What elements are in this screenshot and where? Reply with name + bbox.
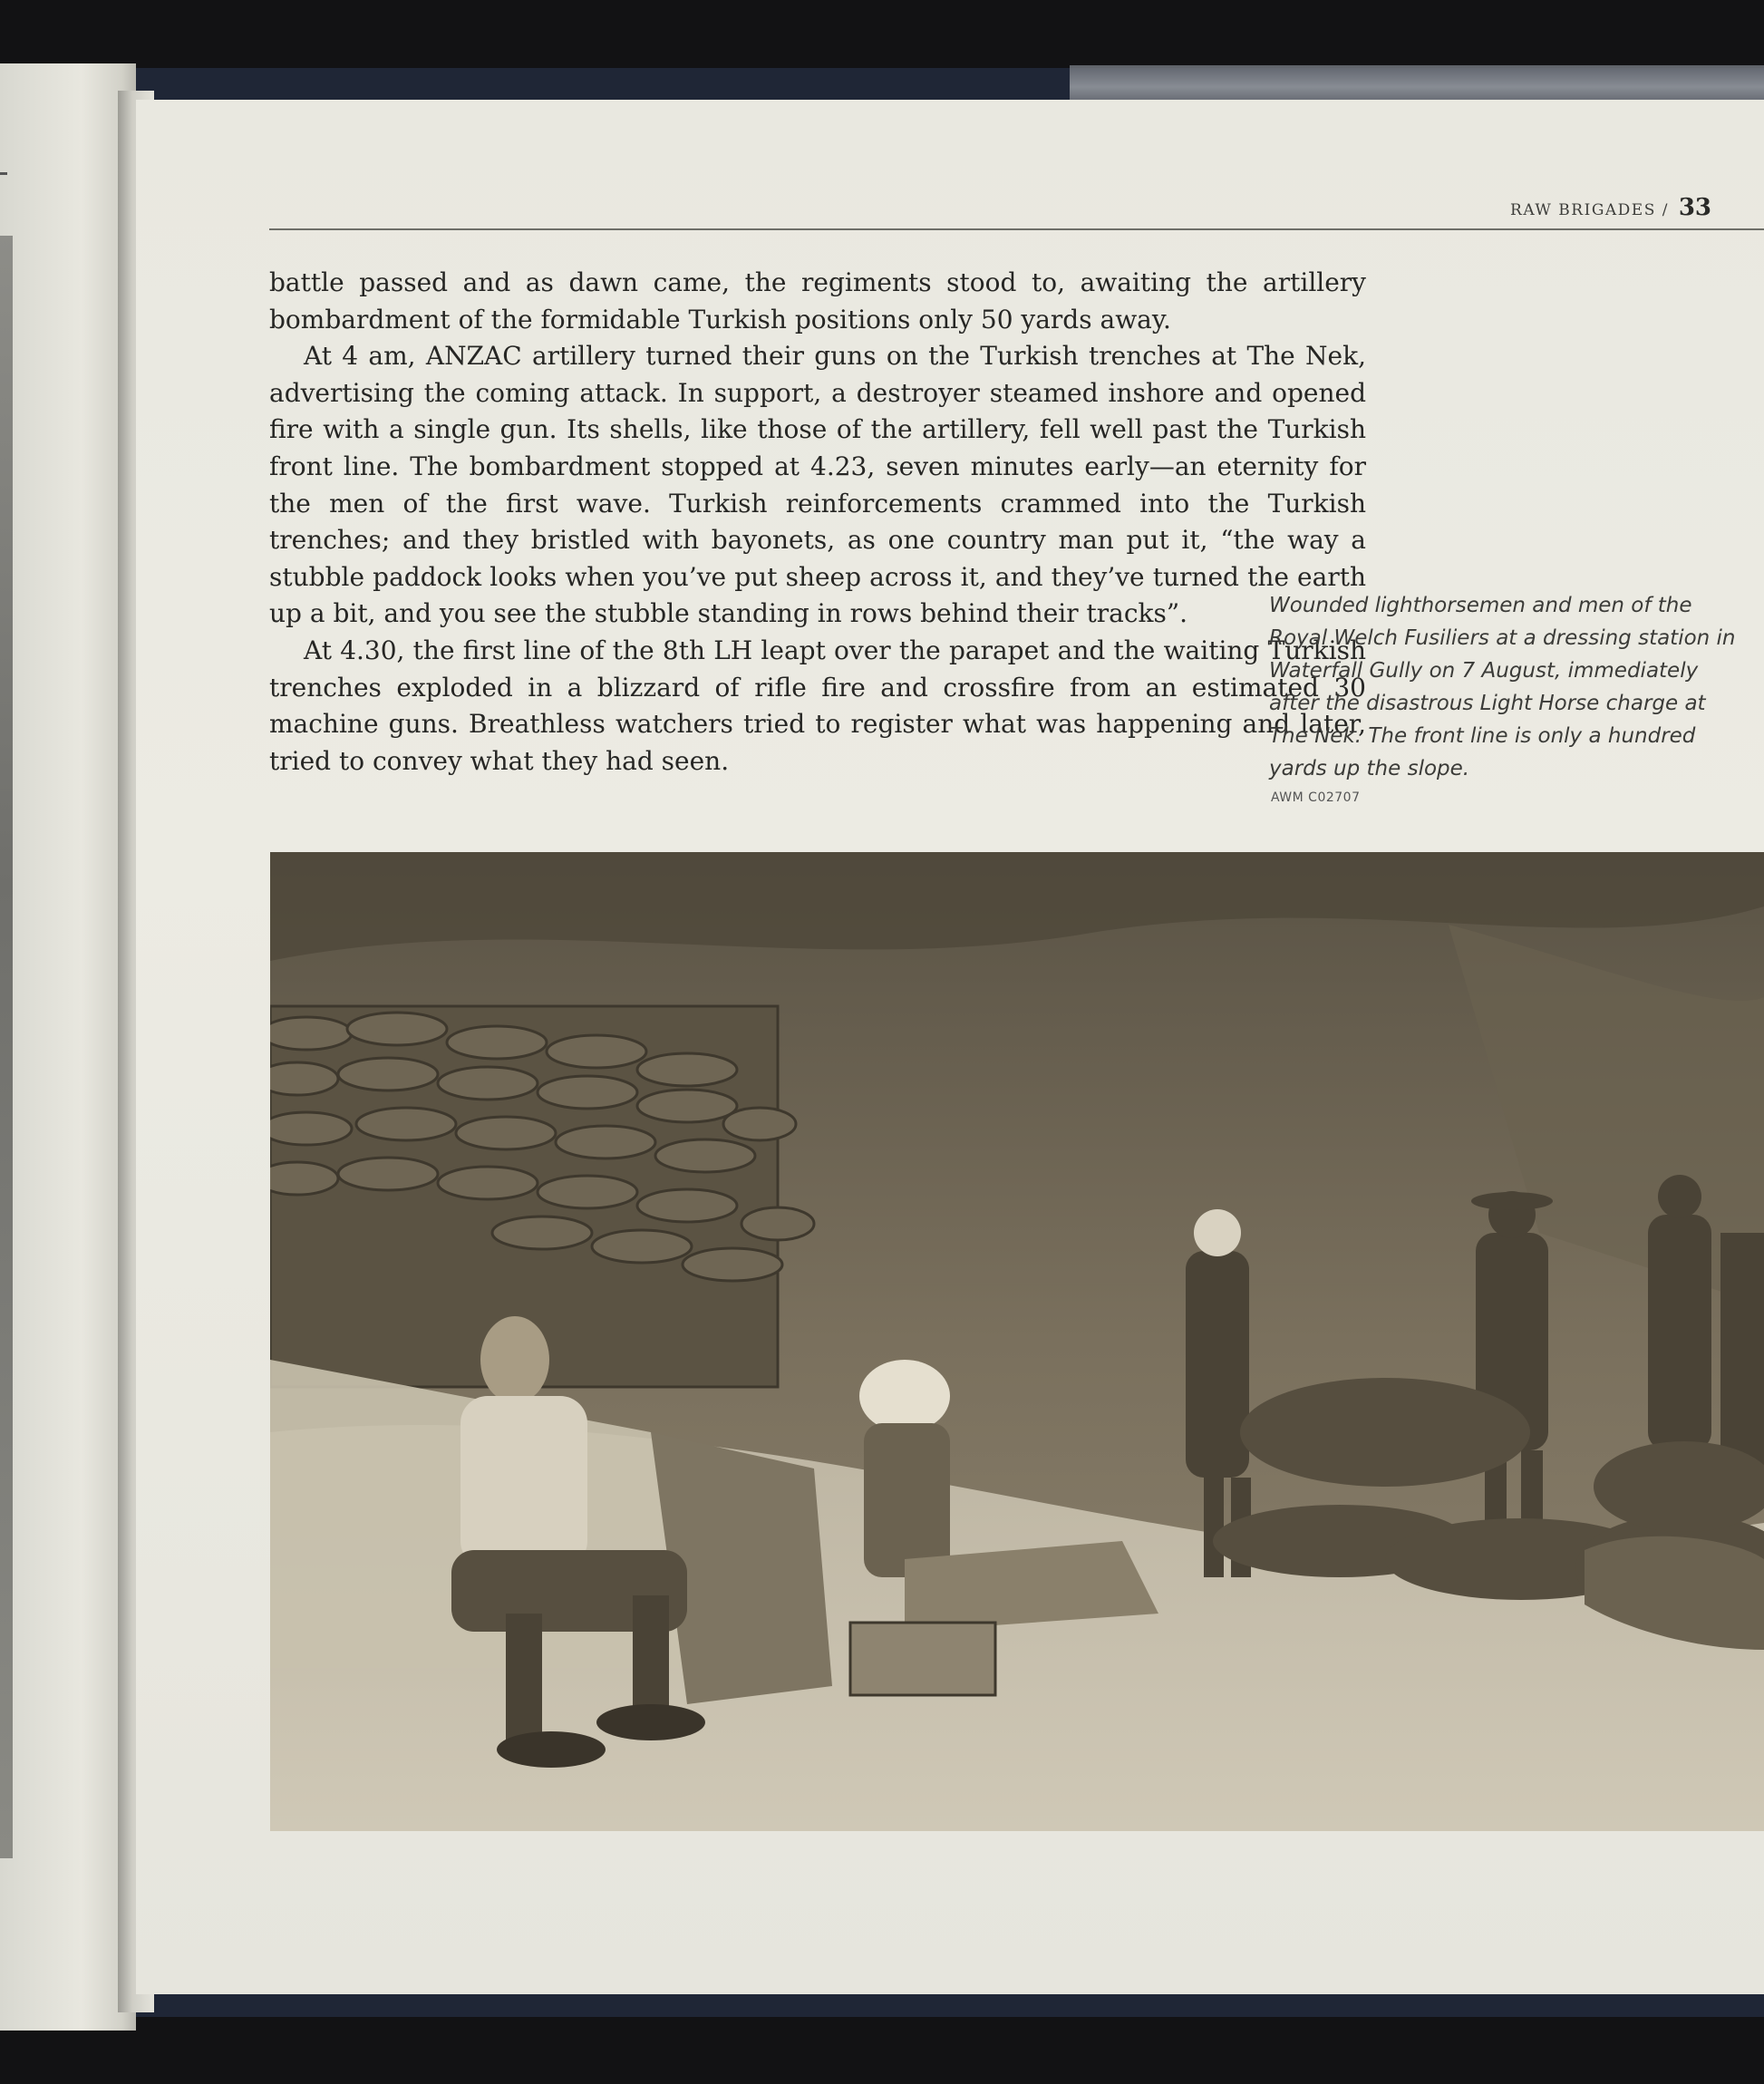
left-page <box>0 63 136 2031</box>
book-page <box>136 100 1764 1994</box>
paragraph-2: At 4 am, ANZAC artillery turned their guns on the Turkish trenches at The Nek, advertising the coming attack. In support, a destroyer steamed inshore and opened fire with a single gun. Its shells, like those of the artillery, fell well past the Turkish front line. The bombardment stopped at 4.23, seven minutes early—an eternity for the men of the first wave. Turkish reinforcements crammed into the Turkish trenches; and they bristled with bayonets, as one country man put it, “the way a stubble paddock looks when you’ve put sheep across it, and they’ve turned the earth up a bit, and you see the stubble standing in rows behind their tracks”. <box>269 341 1366 629</box>
ammo-box <box>850 1623 995 1695</box>
dressing-station-photo <box>270 852 1764 1831</box>
sandbag-wall <box>270 1006 814 1387</box>
photo-credit: AWM C02707 <box>1271 790 1361 805</box>
running-head-section: RAW BRIGADES / <box>1510 201 1669 219</box>
running-head <box>269 181 1764 230</box>
body-text <box>269 265 1366 780</box>
left-page-image-strip <box>0 236 13 1858</box>
photo-caption: Wounded lighthorsemen and men of the Royal Welch Fusiliers at a dressing station in Waterfall Gully on 7 August, immediately after the disastrous Light Horse charge at The Nek. The front line is only a hundred yards up the slope. <box>1269 594 1736 780</box>
paragraph-1: battle passed and as dawn came, the regiments stood to, awaiting the artillery bombardment of the formidable Turkish positions only 50 yards away. <box>269 267 1366 334</box>
left-page-rule <box>0 172 7 175</box>
paragraph-3: At 4.30, the first line of the 8th LH leapt over the parapet and the waiting Turkish trenches exploded in a blizzard of rifle fire and crossfire from an estimated 30 machine guns. Breathless watchers tried to register what was happening and later, tried to convey what they had seen. <box>269 635 1366 776</box>
page-number: 33 <box>1678 194 1711 221</box>
